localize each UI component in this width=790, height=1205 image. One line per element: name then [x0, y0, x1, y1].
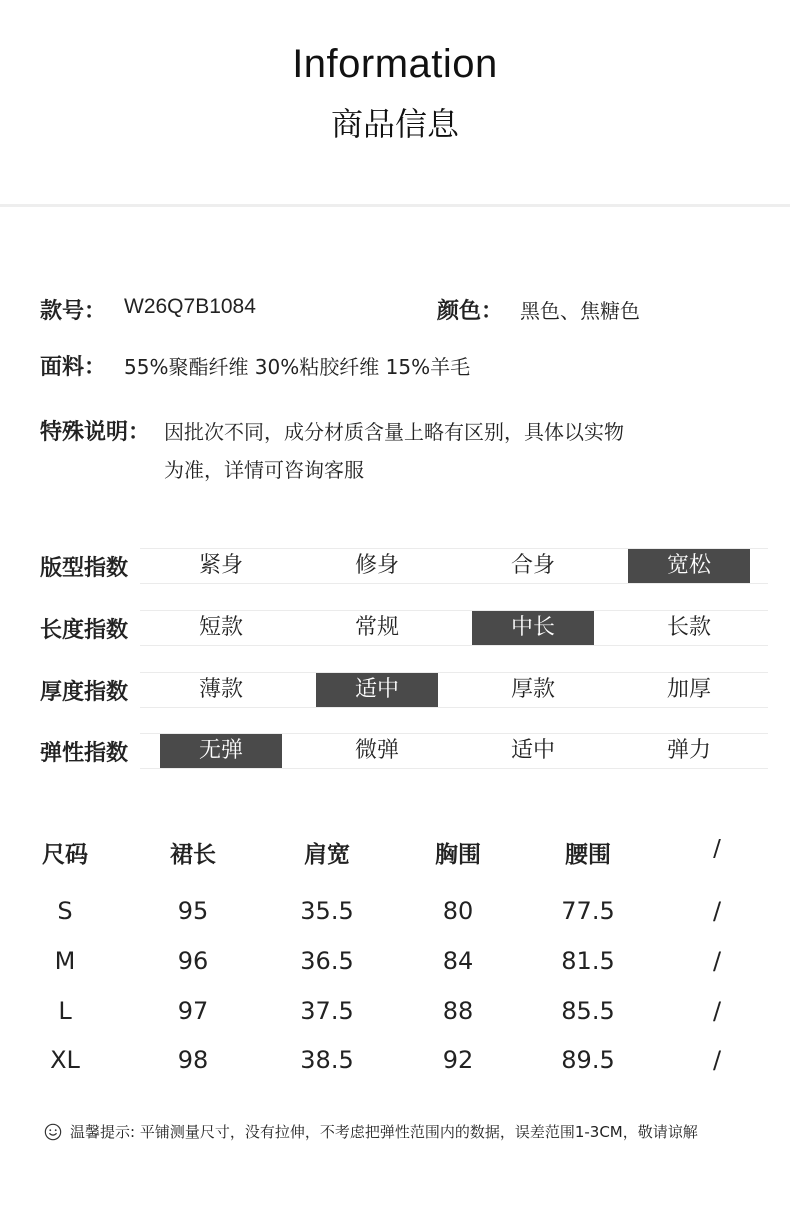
size-table-cell: M [54, 947, 76, 975]
index-option: 修身 [354, 553, 399, 578]
index-option: 合身 [510, 553, 555, 578]
fabric-label: 面料： [40, 355, 107, 380]
size-table-header: 肩宽 [304, 842, 350, 868]
index-label: 厚度指数 [40, 680, 129, 705]
smiley-icon [44, 1123, 62, 1141]
size-table-cell: S [57, 897, 73, 925]
size-table-cell: 35.5 [300, 897, 354, 925]
size-table-cell: 84 [442, 947, 474, 975]
measurement-tip [44, 1121, 698, 1142]
index-option: 短款 [198, 615, 243, 640]
size-table-header: / [713, 836, 721, 862]
index-row-line [140, 768, 768, 769]
note-line-2: 为准，详情可咨询客服 [164, 458, 364, 482]
index-row-line [140, 645, 768, 646]
size-table-cell: 97 [177, 997, 209, 1025]
size-table-cell: 85.5 [561, 997, 615, 1025]
size-table-cell: 98 [177, 1046, 209, 1074]
index-option: 紧身 [198, 553, 243, 578]
size-table-header: 腰围 [565, 842, 611, 868]
size-table-cell: L [58, 997, 72, 1025]
index-label: 长度指数 [40, 618, 129, 643]
note-line-1: 因批次不同，成分材质含量上略有区别，具体以实物 [164, 420, 624, 444]
size-table-cell: 77.5 [561, 897, 615, 925]
note-label: 特殊说明： [40, 420, 151, 445]
index-option: 长款 [666, 615, 711, 640]
index-option: 厚款 [510, 677, 555, 702]
color-label: 颜色： [437, 299, 504, 324]
style-no-value: W26Q7B1084 [124, 295, 256, 318]
index-option: 薄款 [198, 677, 243, 702]
size-table-cell: / [712, 1046, 722, 1074]
size-table-header: 胸围 [435, 842, 481, 868]
index-option-selected: 适中 [316, 673, 438, 707]
index-option: 适中 [510, 738, 555, 763]
index-label: 版型指数 [40, 556, 129, 581]
page-title-en: Information [292, 42, 498, 86]
index-option-selected: 宽松 [628, 549, 750, 583]
index-option: 弹力 [666, 738, 711, 763]
index-option: 微弹 [354, 738, 399, 763]
size-table-cell: 88 [442, 997, 474, 1025]
size-table-cell: 96 [177, 947, 209, 975]
index-row-line [140, 583, 768, 584]
size-table-cell: / [712, 947, 722, 975]
index-option: 常规 [354, 615, 399, 640]
size-table-cell: 89.5 [561, 1046, 615, 1074]
style-no-label: 款号： [40, 299, 107, 324]
fabric-value: 55%聚酯纤维 30%粘胶纤维 15%羊毛 [124, 355, 471, 379]
size-table-cell: 92 [442, 1046, 474, 1074]
size-table-cell: 38.5 [300, 1046, 354, 1074]
size-table-cell: 95 [177, 897, 209, 925]
page-title-cn: 商品信息 [330, 105, 459, 143]
index-option-selected: 中长 [472, 611, 594, 645]
size-table-cell: XL [50, 1046, 80, 1074]
index-option-selected: 无弹 [160, 734, 282, 768]
size-table-cell: 37.5 [300, 997, 354, 1025]
index-label: 弹性指数 [40, 741, 129, 766]
index-option: 加厚 [666, 677, 711, 702]
size-table-header: 裙长 [170, 842, 216, 868]
size-table-cell: 80 [442, 897, 474, 925]
size-table-header: 尺码 [42, 842, 88, 868]
size-table-cell: 81.5 [561, 947, 615, 975]
size-table-cell: 36.5 [300, 947, 354, 975]
header-divider [0, 204, 790, 207]
size-table-cell: / [712, 897, 722, 925]
color-value: 黑色、焦糖色 [520, 299, 640, 323]
tip-text: 温馨提示: 平铺测量尺寸，没有拉伸，不考虑把弹性范围内的数据，误差范围1-3CM，敬请谅解 [70, 1123, 698, 1141]
size-table-cell: / [712, 997, 722, 1025]
index-row-line [140, 707, 768, 708]
